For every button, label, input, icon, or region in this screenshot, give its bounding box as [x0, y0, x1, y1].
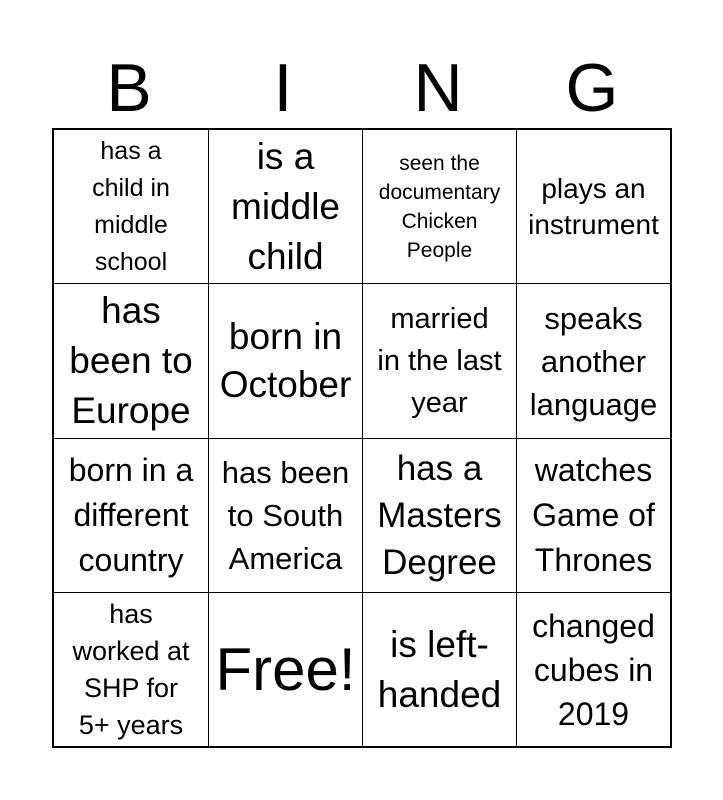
bingo-cell[interactable]: [363, 130, 517, 284]
bingo-cell-text: speaks another language: [529, 300, 658, 422]
free-space-cell[interactable]: [209, 593, 363, 746]
bingo-cell-text: watches Game of Thrones: [532, 452, 655, 578]
bingo-cell-text: has been to Europe: [69, 290, 193, 431]
bingo-cell-text: plays an instrument: [528, 172, 659, 240]
bingo-cell-text: born in October: [219, 316, 352, 405]
bingo-cell-text: has a child in middle school: [92, 136, 170, 276]
bingo-cell[interactable]: [209, 284, 363, 439]
bingo-cell[interactable]: [54, 284, 209, 439]
header-letter-i: I: [273, 50, 293, 126]
bingo-cell[interactable]: [54, 593, 209, 746]
bingo-cell-text: has been to South America: [221, 455, 350, 576]
header-letter-g: G: [565, 50, 619, 126]
bingo-cell[interactable]: [363, 593, 517, 746]
bingo-cell[interactable]: [209, 439, 363, 593]
free-space-text: Free!: [215, 635, 356, 703]
bingo-cell-text: seen the documentary Chicken People: [378, 151, 501, 262]
bingo-cell-text: has worked at SHP for 5+ years: [72, 598, 190, 740]
bingo-cell[interactable]: [209, 130, 363, 284]
header-letter-b: B: [106, 50, 152, 126]
header-letter-n: N: [413, 50, 463, 126]
bingo-cell[interactable]: [517, 130, 670, 284]
bingo-cell-text: is a middle child: [231, 135, 340, 277]
bingo-cell[interactable]: [54, 130, 209, 284]
bingo-cell[interactable]: [517, 284, 670, 439]
bingo-cell-text: changed cubes in 2019: [532, 607, 655, 732]
bingo-header: [52, 50, 670, 126]
bingo-cell-text: has a Masters Degree: [377, 449, 502, 582]
bingo-cell-text: born in a different country: [68, 452, 194, 578]
bingo-cell[interactable]: [54, 439, 209, 593]
bingo-cell[interactable]: [517, 593, 670, 746]
bingo-cell[interactable]: [517, 439, 670, 593]
bingo-cell-text: is left- handed: [377, 623, 502, 715]
bingo-cell[interactable]: [363, 439, 517, 593]
bingo-cell-text: married in the last year: [377, 303, 502, 419]
bingo-grid: [52, 128, 672, 748]
bingo-cell[interactable]: [363, 284, 517, 439]
